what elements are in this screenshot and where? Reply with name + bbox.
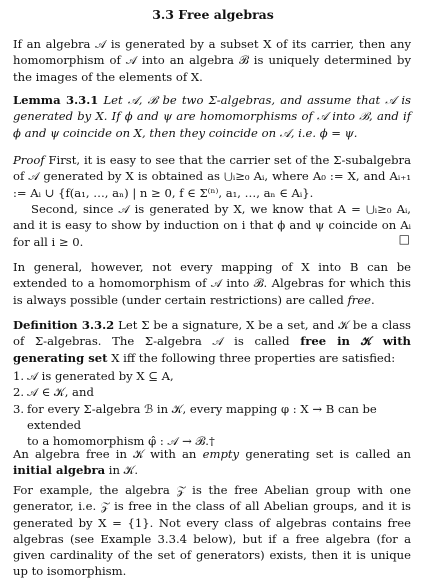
proof-text-1: First, it is easy to see that the carrier set of the Σ-subalgebra of 𝒜 generated by X is obtained as ⋃ᵢ≥₀ Aᵢ, where A₀ := X, and Aᵢ₊₁ := Aᵢ ∪ {f(a₁, …, aₙ) | n ≥ 0, f ∈ Σ⁽ⁿ⁾, a₁, …, aₙ ∈ Aᵢ}. xyxy=(13,153,412,200)
item-number: 3. xyxy=(13,401,25,416)
empty-term: empty xyxy=(202,447,240,461)
initial-text-c: in 𝒦. xyxy=(108,463,139,478)
general-end: . xyxy=(371,292,375,307)
general-text: In general, however, not every mapping of X into B can be extended to a homomorphism of 𝒜 into ℬ. Algebras for which this is always possible (under certain restrictions) are called xyxy=(13,260,411,307)
initial-text-a: An algebra free in 𝒦 with an xyxy=(13,447,197,461)
property-list xyxy=(13,368,411,449)
proof-paragraph-2: Second, since 𝒜 is generated by X, we know that A = ⋃ᵢ≥₀ Aᵢ, and it is easy to show by induction on i that ϕ and ψ coincide on Aᵢ for all i ≥ 0. xyxy=(13,202,411,249)
qed-symbol: □ xyxy=(398,232,410,246)
definition-text-b: X iff the following three properties are satisfied: xyxy=(111,350,396,365)
definition-3-3-2 xyxy=(13,317,411,366)
item-number: 2. xyxy=(13,385,25,400)
proof-label: Proof xyxy=(13,153,45,167)
item-text: 𝒜 is generated by X ⊆ A, xyxy=(27,369,174,383)
item-text: 𝒜 ∈ 𝒦, and xyxy=(27,385,94,400)
lemma-label: Lemma 3.3.1 xyxy=(13,93,99,107)
item-continuation: to a homomorphism φ̂ : 𝒜 → ℬ.† xyxy=(27,434,215,449)
initial-algebra-paragraph xyxy=(13,446,411,479)
list-item xyxy=(13,384,411,400)
intro-paragraph: If an algebra 𝒜 is generated by a subset X of its carrier, then any homomorphism of 𝒜 into an algebra ℬ is uniquely determined by the images of the elements of X. xyxy=(13,37,411,84)
example-paragraph: For example, the algebra 𝒵 is the free Abelian group with one generator, i.e. 𝒵 is free in the class of all Abelian groups, and it is generated by X = {1}. Not every class of algebras contains free algebras (see Example 3.3.4 below), but if a free algebra (for a given cardinality of the set of generators) exists, then it is unique up to isomorphism. xyxy=(13,483,411,579)
section-title: 3.3 Free algebras xyxy=(152,7,274,22)
proof-paragraph-1 xyxy=(13,152,411,201)
list-item xyxy=(13,401,411,450)
definition-term: free in 𝒦 with generating set xyxy=(13,334,411,365)
lemma-text: Let 𝒜, ℬ be two Σ-algebras, and assume that 𝒜 is generated by X. If ϕ and ψ are homomorphisms of 𝒜 into ℬ, and if ϕ and ψ coincide on X, then they coincide on 𝒜, i.e. ϕ = ψ. xyxy=(13,93,411,140)
list-item xyxy=(13,368,411,384)
general-paragraph xyxy=(13,259,411,308)
item-number: 1. xyxy=(13,369,25,383)
item-text: for every Σ-algebra ℬ in 𝒦, every mapping φ : X → B can be extended xyxy=(27,401,377,432)
initial-text-b: generating set is called an xyxy=(245,447,412,461)
lemma-3-3-1 xyxy=(13,92,411,141)
definition-label: Definition 3.3.2 xyxy=(13,318,115,332)
free-term: free xyxy=(347,292,372,307)
definition-text-a: Let Σ be a signature, X be a set, and 𝒦 be a class of Σ-algebras. The Σ-algebra 𝒜 is called xyxy=(13,318,412,349)
initial-algebra-term: initial algebra xyxy=(13,463,106,478)
